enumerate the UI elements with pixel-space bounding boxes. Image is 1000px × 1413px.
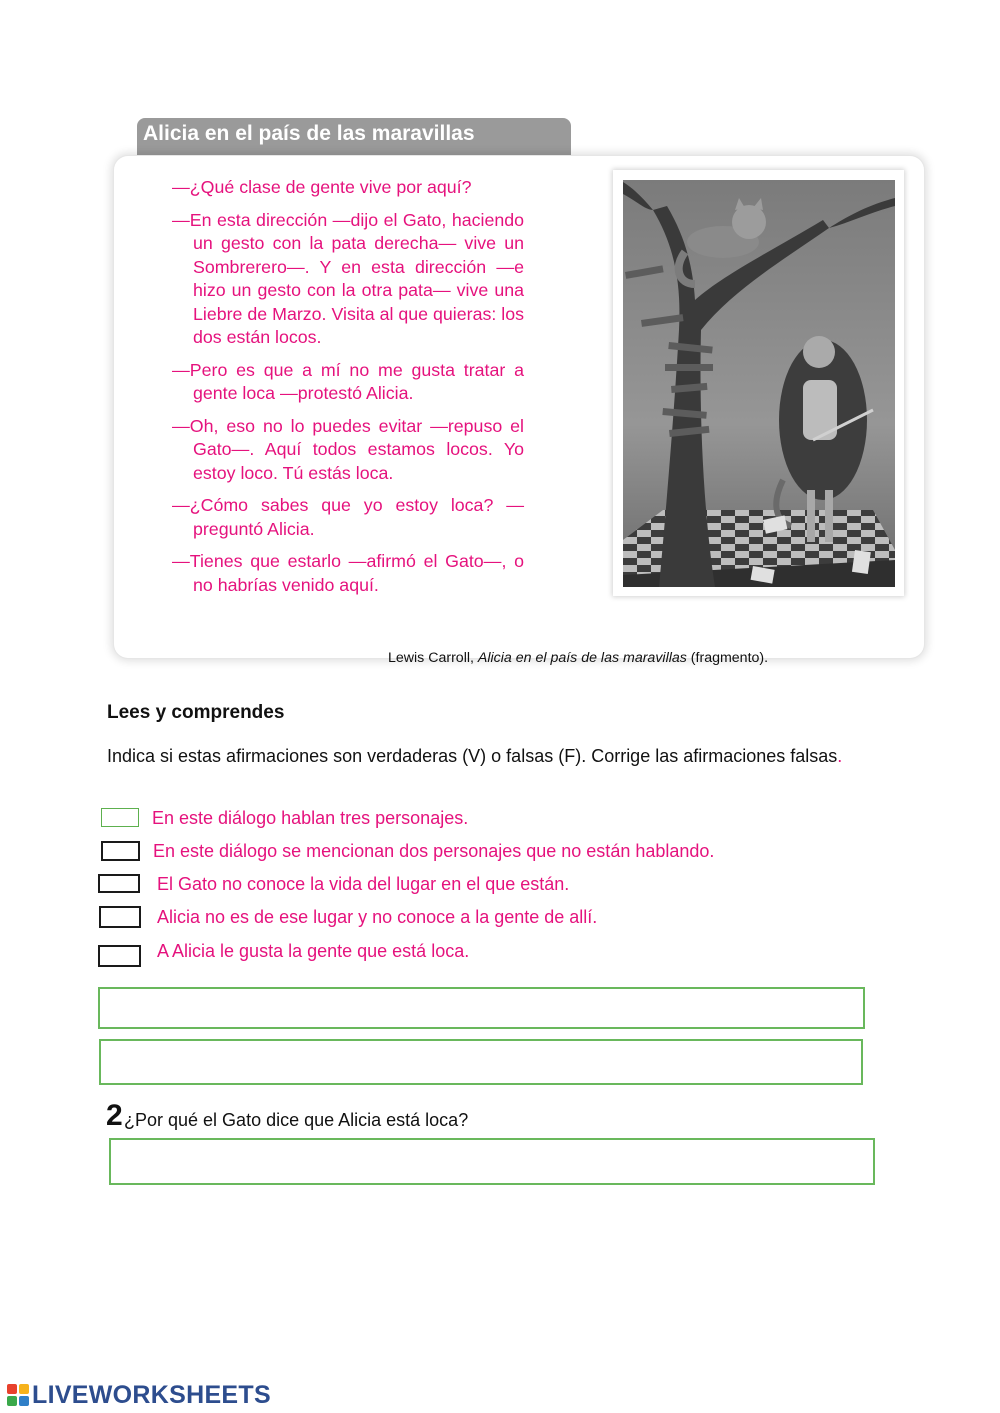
alice-cheshire-cat-illustration	[623, 180, 895, 587]
dialogue-paragraph: —¿Cómo sabes que yo estoy loca? —preguntó Alicia.	[172, 495, 524, 539]
dialogue-paragraph: —Oh, eso no lo puedes evitar —repuso el Gato—. Aquí todos estamos locos. Yo estoy loco. Tú estás loca.	[172, 415, 524, 483]
statement-1: En este diálogo hablan tres personajes.	[152, 808, 469, 828]
logo-block	[19, 1396, 29, 1406]
dialogue-paragraph: —En esta dirección —dijo el Gato, haciendo un gesto con la pata derecha— vive un Sombrerero—. Y en esta dirección —e hizo un gesto con la otra pata— vive una Liebre de Marzo. Visita al que quieras: los dos están locos.	[172, 209, 524, 347]
credit-note: (fragmento).	[686, 650, 769, 666]
correction-field[interactable]	[99, 1039, 863, 1085]
true-false-box[interactable]	[98, 874, 140, 893]
statement-4: Alicia no es de ese lugar y no conoce a la gente de allí.	[157, 907, 598, 927]
reading-title-tab	[137, 118, 571, 158]
reading-title: Alicia en el país de las maravillas	[143, 122, 475, 145]
question-number: 2	[106, 1099, 123, 1132]
logo-blocks-icon	[7, 1384, 29, 1406]
true-false-box[interactable]	[101, 841, 140, 861]
activity-instruction	[107, 745, 867, 768]
illustration-frame	[613, 170, 904, 596]
question-text: ¿Por qué el Gato dice que Alicia está loca?	[124, 1110, 469, 1130]
credit-author: Lewis Carroll,	[388, 650, 478, 666]
section-heading: Lees y comprendes	[107, 702, 285, 723]
true-false-box[interactable]	[99, 906, 141, 928]
statement-3: El Gato no conoce la vida del lugar en el que están.	[157, 874, 570, 894]
dialogue-paragraph: —¿Qué clase de gente vive por aquí?	[172, 177, 472, 197]
instruction-period: .	[837, 746, 843, 766]
true-false-box[interactable]	[98, 945, 141, 967]
instruction-text: Indica si estas afirmaciones son verdaderas (V) o falsas (F). Corrige las afirmaciones falsas	[107, 746, 838, 766]
logo-block	[19, 1384, 29, 1394]
statement-5: A Alicia le gusta la gente que está loca.	[157, 941, 470, 961]
credit-work-title: Alicia en el país de las maravillas	[477, 650, 687, 666]
true-false-box[interactable]	[101, 808, 139, 827]
logo-block	[7, 1396, 17, 1406]
logo-block	[7, 1384, 17, 1394]
dialogue-text	[172, 176, 524, 606]
answer-field[interactable]	[109, 1138, 875, 1185]
dialogue-paragraph: —Tienes que estarlo —afirmó el Gato—, o no habrías venido aquí.	[172, 551, 524, 595]
dialogue-paragraph: —Pero es que a mí no me gusta tratar a gente loca —protestó Alicia.	[172, 359, 524, 403]
logo-text: LIVEWORKSHEETS	[32, 1381, 271, 1409]
source-credit	[388, 650, 768, 666]
statement-2: En este diálogo se mencionan dos personajes que no están hablando.	[153, 841, 715, 861]
correction-field[interactable]	[98, 987, 865, 1029]
